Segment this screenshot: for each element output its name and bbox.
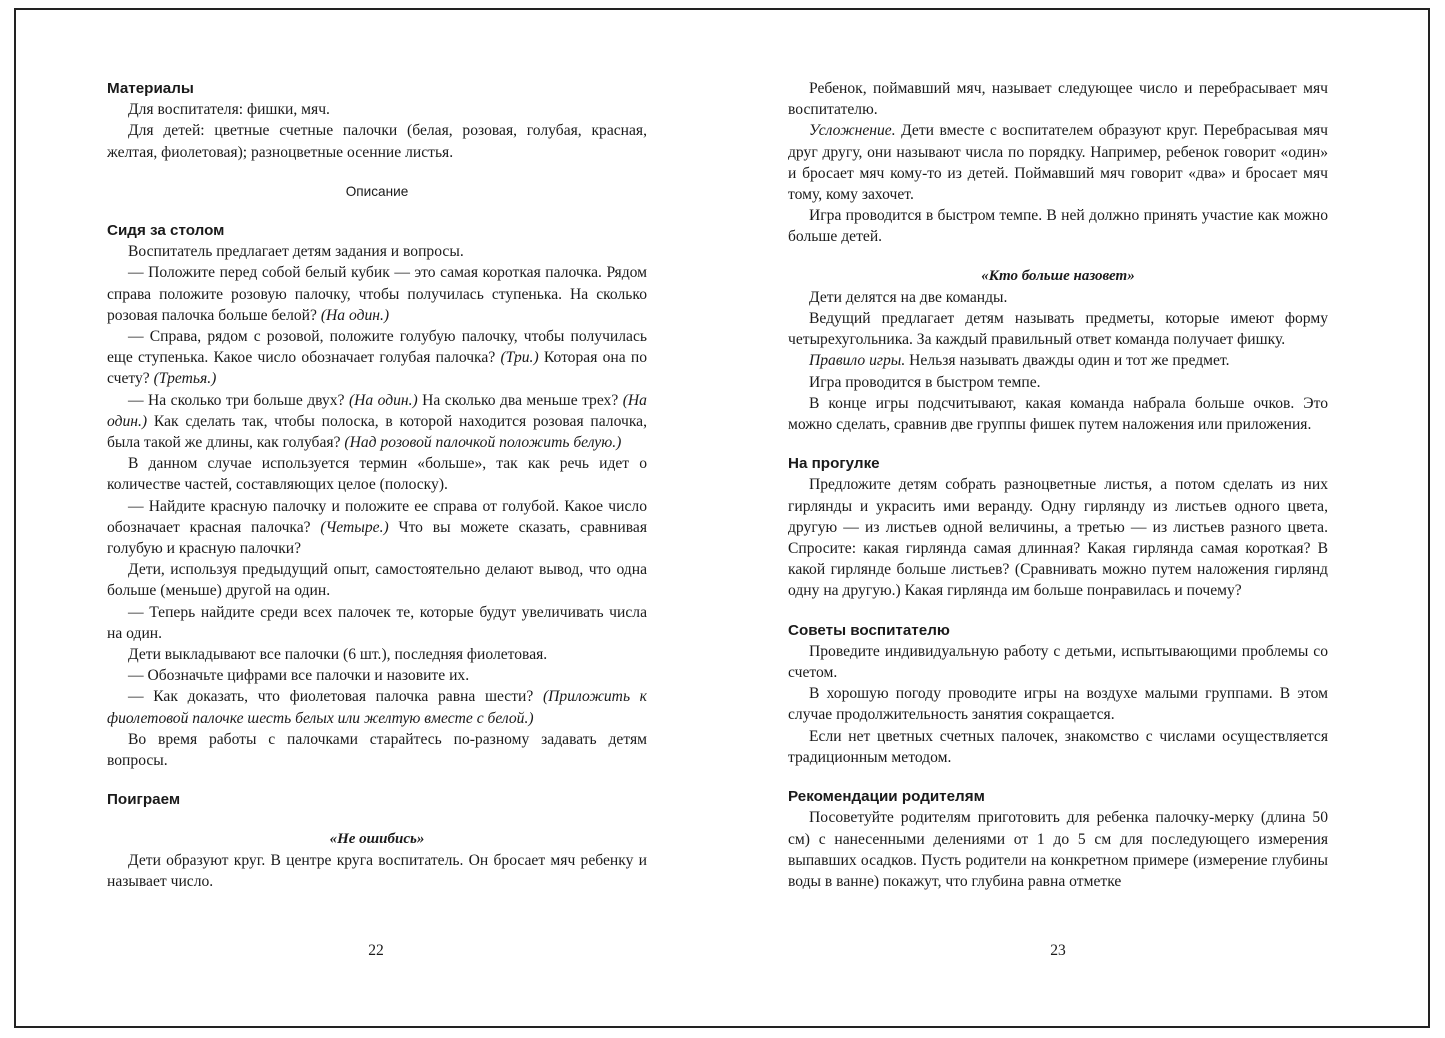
game-title: «Не ошибись» bbox=[329, 830, 425, 847]
paragraph: Игра проводится в быстром темпе. bbox=[809, 373, 1041, 391]
page-number-right: 23 bbox=[1050, 942, 1066, 959]
paragraph: — Обозначьте цифрами все палочки и назовите их. bbox=[128, 667, 470, 685]
paragraph: Для детей: цветные счетные палочки (белая, розовая, голубая, красная, желтая, фиолетовая); разноцветные осенние листья. bbox=[107, 122, 647, 161]
paragraph: Проведите индивидуальную работу с детьми, испытывающими проблемы со счетом. bbox=[788, 642, 1328, 682]
paragraph: Ребенок, поймавший мяч, называет следующее число и перебрасывает мяч воспитателю. bbox=[788, 80, 1328, 119]
paragraph: — На сколько три больше двух? (На один.) На сколько два меньше трех? (На один.) Как сделать так, чтобы полоска, в которой находится розовая палочка, была такой же длины, как голубая? (Над розовой палочкой положить белую.) bbox=[107, 391, 647, 452]
paragraph: Игра проводится в быстром темпе. В ней должно принять участие как можно больше детей. bbox=[788, 207, 1328, 246]
left-page bbox=[107, 78, 647, 892]
paragraph: — Теперь найдите среди всех палочек те, которые будут увеличивать числа на один. bbox=[107, 603, 647, 642]
heading-materials: Материалы bbox=[107, 80, 194, 97]
paragraph: Предложите детям собрать разноцветные листья, а потом сделать из них гирлянды и украсить ими веранду. Одну гирлянду из листьев одного цвета, другую — из листьев одной величины, а третью — из листьев разного цвета. Спросите: какая гирлянда самая длинная? Какая гирлянда самая короткая? В какой гирлянде больше листьев? (Сравнивать можно путем наложения гирлянд одну на другую.) Какая гирлянда им больше понравилась и почему? bbox=[788, 476, 1328, 600]
paragraph: Дети выкладывают все палочки (6 шт.), последняя фиолетовая. bbox=[128, 646, 548, 664]
paragraph: Правило игры. Нельзя называть дважды один и тот же предмет. bbox=[809, 352, 1230, 370]
page-number-left: 22 bbox=[368, 942, 384, 959]
paragraph: Для воспитателя: фишки, мяч. bbox=[128, 101, 330, 119]
paragraph: — Как доказать, что фиолетовая палочка равна шести? (Приложить к фиолетовой палочке шесть белых или желтую вместе с белой.) bbox=[107, 688, 647, 727]
heading-advice: Советы воспитателю bbox=[788, 621, 950, 639]
paragraph: Ведущий предлагает детям называть предметы, которые имеют форму четырехугольника. За каждый правильный ответ команда получает фишку. bbox=[788, 310, 1328, 349]
paragraph: Дети делятся на две команды. bbox=[809, 288, 1008, 306]
paragraph: Воспитатель предлагает детям задания и вопросы. bbox=[128, 243, 464, 261]
heading-walk: На прогулке bbox=[788, 455, 880, 473]
heading-play: Поиграем bbox=[107, 791, 181, 809]
paragraph: — Найдите красную палочку и положите ее справа от голубой. Какое число обозначает красная палочка? (Четыре.) Что вы можете сказать, сравнивая голубую и красную палочки? bbox=[107, 497, 647, 558]
paragraph: — Справа, рядом с розовой, положите голубую палочку, чтобы получилась еще ступенька. Какое число обозначает голубая палочка? (Три.) Которая она по счету? (Третья.) bbox=[107, 328, 647, 388]
paragraph: Во время работы с палочками старайтесь по-разному задавать детям вопросы. bbox=[107, 730, 647, 770]
paragraph: — Положите перед собой белый кубик — это самая короткая палочка. Рядом справа положите розовую палочку, чтобы получилась ступенька. На сколько розовая палочка больше белой? (На один.) bbox=[107, 264, 647, 324]
heading-parents: Рекомендации родителям bbox=[788, 788, 985, 806]
paragraph: Усложнение. Дети вместе с воспитателем образуют круг. Перебрасывая мяч друг другу, они называют числа по порядку. Например, ребенок говорит «один» и бросает мяч кому-то из детей. Поймавший мяч говорит «два» и бросает мяч тому, кому захочет. bbox=[788, 122, 1328, 204]
paragraph: В хорошую погоду проводите игры на воздухе малыми группами. В этом случае продолжительность занятия сокращается. bbox=[788, 685, 1328, 724]
paragraph: Дети образуют круг. В центре круга воспитатель. Он бросает мяч ребенку и называет число. bbox=[107, 851, 647, 890]
heading-sitting: Сидя за столом bbox=[107, 222, 225, 240]
right-page bbox=[788, 78, 1328, 892]
paragraph: В конце игры подсчитывают, какая команда набрала больше очков. Это можно сделать, сравнив две группы фишек путем наложения или приложения. bbox=[788, 394, 1328, 434]
game-title: «Кто больше назовет» bbox=[981, 267, 1135, 284]
caption-description: Описание bbox=[345, 183, 409, 199]
paragraph: Посоветуйте родителям приготовить для ребенка палочку-мерку (длина 50 см) с нанесенными делениями от 1 до 5 см для последующего измерения выпавших осадков. Пусть родители на конкретном примере (измерение глубины воды в ванне) покажут, что глубина равна отметке bbox=[788, 809, 1328, 890]
paragraph: В данном случае используется термин «больше», так как речь идет о количестве частей, составляющих целое (полоску). bbox=[107, 455, 647, 494]
paragraph: Если нет цветных счетных палочек, знакомство с числами осуществляется традиционным методом. bbox=[788, 727, 1328, 766]
paragraph: Дети, используя предыдущий опыт, самостоятельно делают вывод, что одна больше (меньше) другой на один. bbox=[107, 561, 647, 600]
